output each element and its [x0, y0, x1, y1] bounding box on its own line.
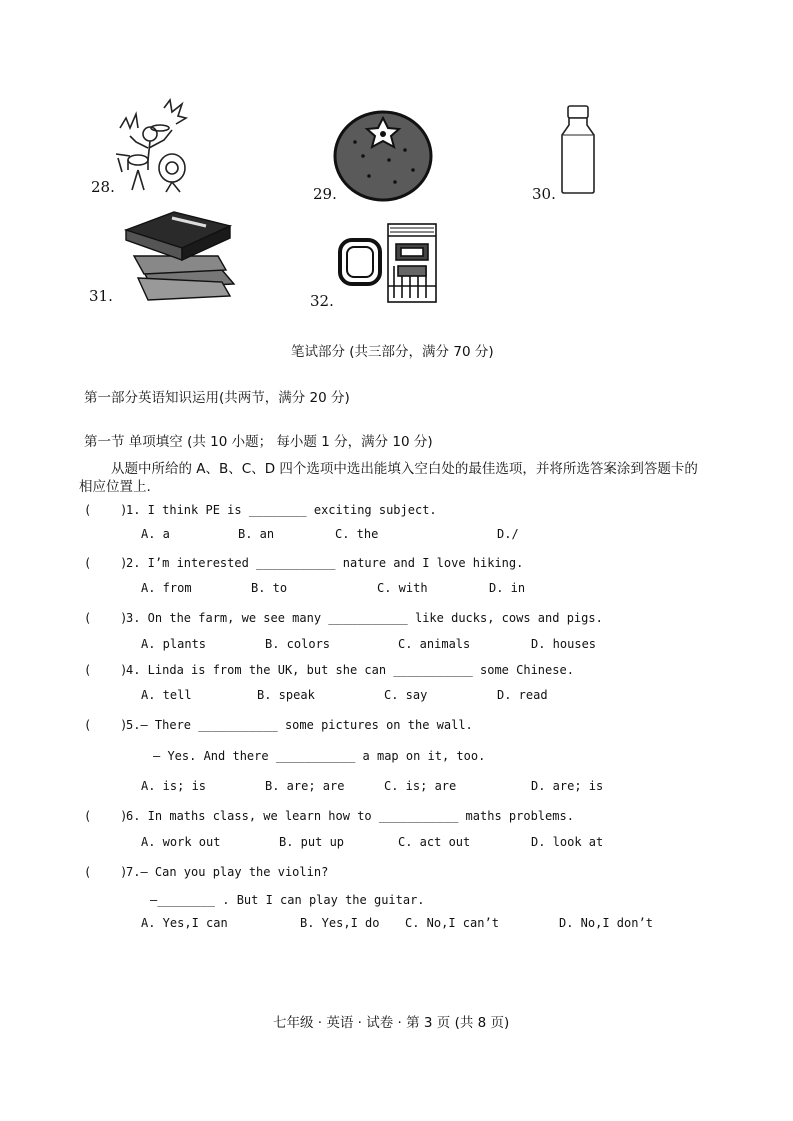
q4-option-b: B. speak [257, 688, 315, 702]
q1-option-b: B. an [238, 527, 275, 541]
instruction-line-1: 从题中所给的 A、B、C、D 四个选项中选出能填入空白处的最佳选项，并将所选答案涂到答题卡的 [111, 461, 698, 477]
question-3-stem: 3. On the farm, we see many ___________ like ducks, cows and pigs. [126, 611, 603, 625]
written-section-title: 笔试部分 (共三部分，满分 70 分) [291, 344, 494, 360]
question-5-stem-2: — Yes. And there ___________ a map on it, too. [153, 749, 486, 763]
section-one-title: 第一节 单项填空 (共 10 小题； 每小题 1 分，满分 10 分) [84, 434, 433, 450]
answer-bracket: ( ) [84, 809, 128, 823]
picture-number-29: 29. [313, 185, 337, 203]
q1-option-d: D./ [497, 527, 519, 541]
q3-option-d: D. houses [531, 637, 597, 651]
mooncake-icon [338, 222, 442, 304]
orange-icon [333, 110, 433, 202]
question-5-stem: 5.— There ___________ some pictures on the wall. [126, 718, 473, 732]
q6-option-a: A. work out [141, 835, 221, 849]
answer-bracket: ( ) [84, 611, 128, 625]
part-one-title: 第一部分英语知识运用(共两节，满分 20 分) [84, 390, 350, 406]
answer-bracket: ( ) [84, 503, 128, 517]
q5-option-d: D. are; is [531, 779, 604, 793]
question-7-stem-2: —________ . But I can play the guitar. [150, 893, 425, 907]
q2-option-c: C. with [377, 581, 428, 595]
question-2-stem: 2. I’m interested ___________ nature and I love hiking. [126, 556, 524, 570]
q1-option-c: C. the [335, 527, 379, 541]
q4-option-d: D. read [497, 688, 548, 702]
q7-option-d: D. No,I don’t [559, 916, 653, 930]
q4-option-a: A. tell [141, 688, 192, 702]
q6-option-b: B. put up [279, 835, 345, 849]
question-1-stem: 1. I think PE is ________ exciting subject. [126, 503, 437, 517]
q5-option-a: A. is; is [141, 779, 207, 793]
question-7-stem: 7.— Can you play the violin? [126, 865, 329, 879]
q4-option-c: C. say [384, 688, 428, 702]
q3-option-b: B. colors [265, 637, 331, 651]
q7-option-a: A. Yes,I can [141, 916, 228, 930]
answer-bracket: ( ) [84, 718, 128, 732]
page-footer: 七年级 · 英语 · 试卷 · 第 3 页 (共 8 页) [273, 1015, 510, 1031]
q2-option-b: B. to [251, 581, 288, 595]
q3-option-c: C. animals [398, 637, 471, 651]
q6-option-d: D. look at [531, 835, 604, 849]
q1-option-a: A. a [141, 527, 170, 541]
milk-bottle-icon [560, 105, 596, 195]
picture-number-32: 32. [310, 292, 334, 310]
picture-number-28: 28. [91, 178, 115, 196]
picture-number-31: 31. [89, 287, 113, 305]
q5-option-b: B. are; are [265, 779, 345, 793]
question-6-stem: 6. In maths class, we learn how to ___________ maths problems. [126, 809, 574, 823]
q7-option-c: C. No,I can’t [405, 916, 499, 930]
q6-option-c: C. act out [398, 835, 471, 849]
instruction-line-2: 相应位置上. [79, 479, 151, 495]
answer-bracket: ( ) [84, 865, 128, 879]
answer-bracket: ( ) [84, 663, 128, 677]
drummer-icon [112, 98, 192, 194]
q5-option-c: C. is; are [384, 779, 457, 793]
answer-bracket: ( ) [84, 556, 128, 570]
picture-number-30: 30. [532, 185, 556, 203]
books-icon [122, 208, 240, 306]
q3-option-a: A. plants [141, 637, 207, 651]
q7-option-b: B. Yes,I do [300, 916, 380, 930]
q2-option-a: A. from [141, 581, 192, 595]
q2-option-d: D. in [489, 581, 526, 595]
question-4-stem: 4. Linda is from the UK, but she can ___________ some Chinese. [126, 663, 574, 677]
